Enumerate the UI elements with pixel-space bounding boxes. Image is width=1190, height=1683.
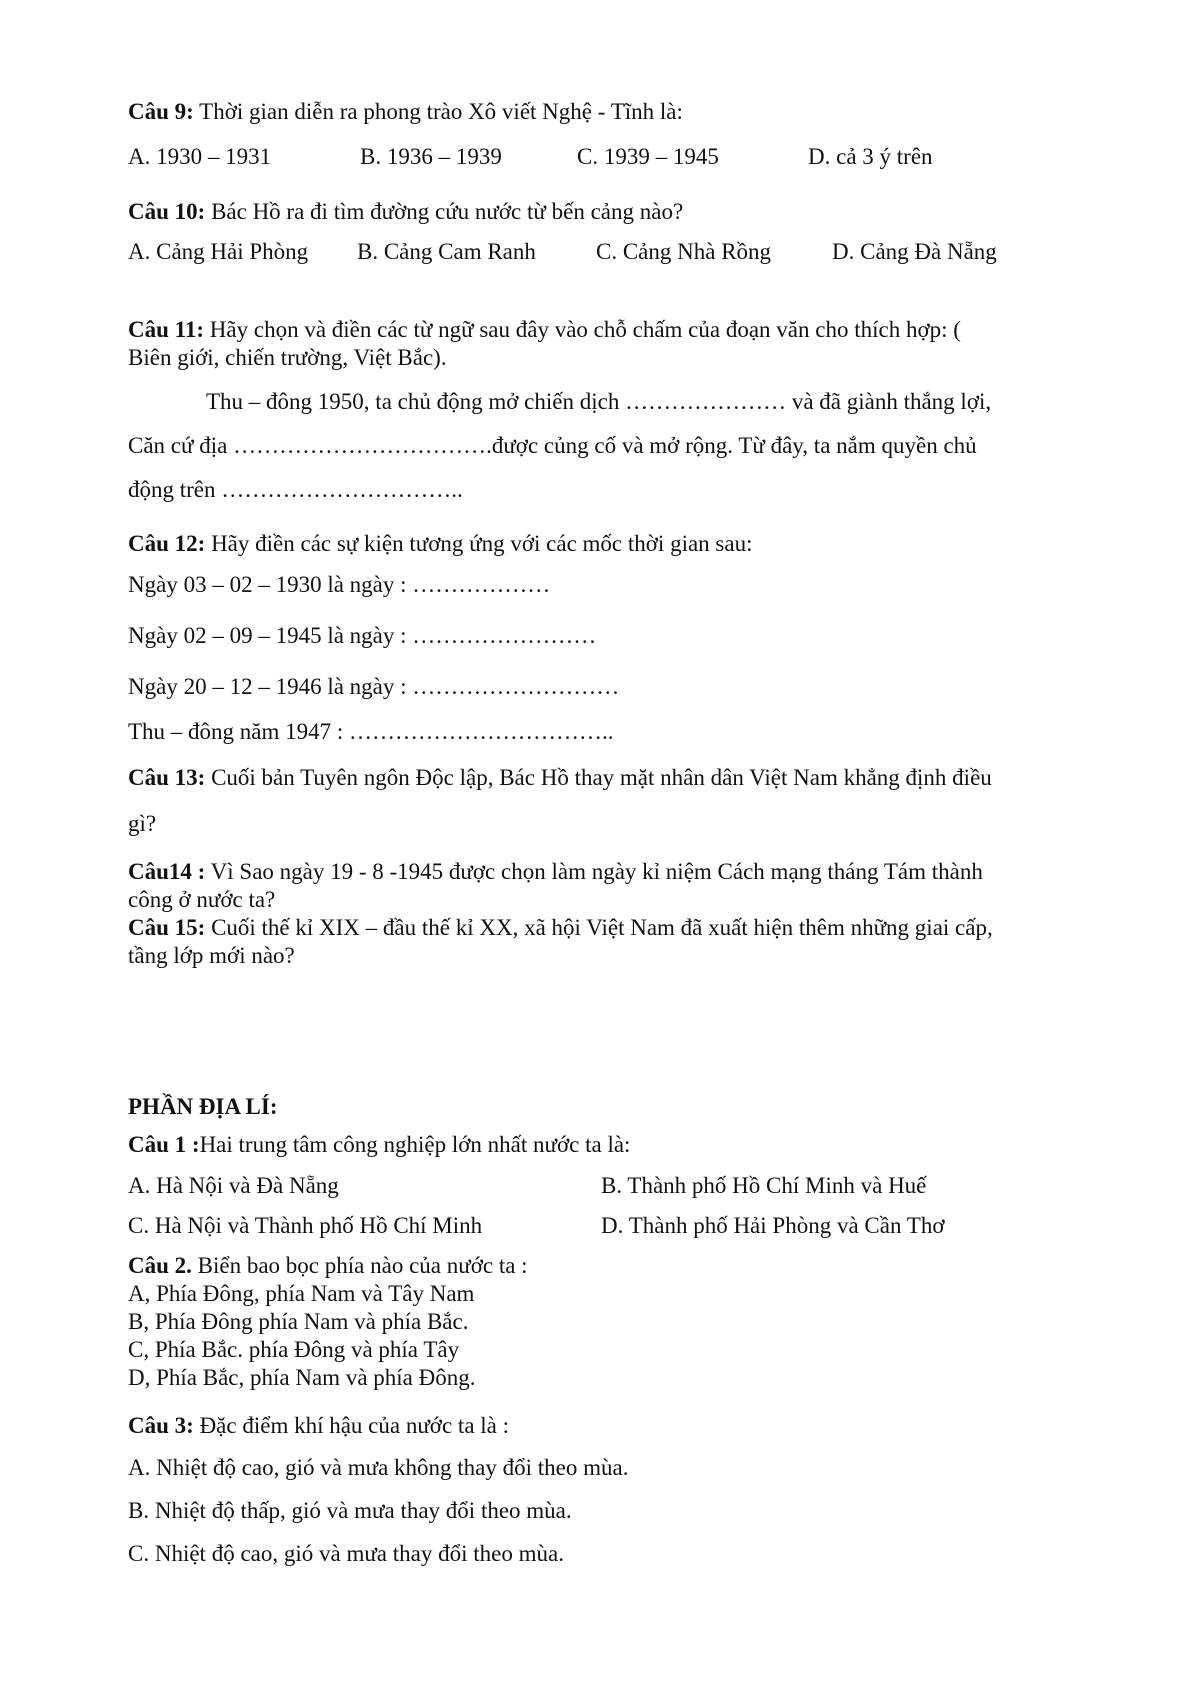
option-c: C. 1939 – 1945 [577, 144, 719, 169]
question-label: Câu 2. [128, 1253, 192, 1278]
option-c: C. Nhiệt độ cao, gió và mưa thay đổi theo mùa. [128, 1541, 564, 1566]
question-label: Câu 11: [128, 317, 205, 342]
question-label: Câu 12: [128, 531, 206, 556]
option-d: D, Phía Bắc, phía Nam và phía Đông. [128, 1365, 476, 1390]
question-14 [128, 858, 983, 886]
question-label: Câu 3: [128, 1413, 194, 1438]
option-a: A, Phía Đông, phía Nam và Tây Nam [128, 1281, 475, 1306]
option-a: A. Nhiệt độ cao, gió và mưa không thay đổi theo mùa. [128, 1455, 629, 1480]
option-a: A. 1930 – 1931 [128, 144, 272, 169]
option-d: D. cả 3 ý trên [808, 144, 933, 169]
question-11-line2: Biên giới, chiến trường, Việt Bắc). [128, 345, 447, 370]
question-13 [128, 764, 992, 792]
date-line: Ngày 03 – 02 – 1930 là ngày : ……………… [128, 572, 551, 597]
question-14-line2: công ở nước ta? [128, 887, 276, 912]
question-text: Biển bao bọc phía nào của nước ta : [191, 1253, 528, 1278]
paragraph-line-3: động trên ………………………….. [128, 477, 463, 502]
paragraph-line-1: Thu – đông 1950, ta chủ động mở chiến dịch ………………… và đã giành thắng lợi, [206, 389, 992, 414]
option-a: A. Cảng Hải Phòng [128, 239, 309, 264]
question-15 [128, 914, 993, 942]
question-text: Cuối bản Tuyên ngôn Độc lập, Bác Hồ thay mặt nhân dân Việt Nam khẳng định điều [205, 765, 992, 790]
geo-question-3 [128, 1412, 509, 1440]
option-d: D. Thành phố Hải Phòng và Cần Thơ [601, 1213, 945, 1238]
option-b: B. Thành phố Hồ Chí Minh và Huế [601, 1173, 927, 1198]
option-b: B. 1936 – 1939 [360, 144, 502, 169]
question-10 [128, 198, 683, 226]
geo-question-2 [128, 1252, 528, 1280]
option-c: C, Phía Bắc. phía Đông và phía Tây [128, 1337, 460, 1362]
question-text: Thời gian diễn ra phong trào Xô viết Nghệ - Tĩnh là: [193, 99, 683, 124]
question-15-line2: tầng lớp mới nào? [128, 943, 295, 968]
option-d: D. Cảng Đà Nẵng [832, 239, 997, 264]
date-line: Ngày 20 – 12 – 1946 là ngày : ……………………… [128, 674, 620, 699]
date-line: Thu – đông năm 1947 : …………………………….. [128, 719, 614, 744]
question-12 [128, 530, 752, 558]
option-a: A. Hà Nội và Đà Nẵng [128, 1173, 339, 1198]
question-text: Vì Sao ngày 19 - 8 -1945 được chọn làm ngày kỉ niệm Cách mạng tháng Tám thành [205, 859, 983, 884]
question-label: Câu 1 : [128, 1132, 200, 1157]
section-heading: PHẦN ĐỊA LÍ: [128, 1094, 278, 1119]
question-13-line2: gì? [128, 811, 157, 836]
question-text: Bác Hồ ra đi tìm đường cứu nước từ bến cảng nào? [205, 199, 684, 224]
option-b: B. Cảng Cam Ranh [357, 239, 536, 264]
geo-question-1 [128, 1131, 630, 1159]
question-text: Hãy điền các sự kiện tương ứng với các mốc thời gian sau: [205, 531, 753, 556]
question-label: Câu 15: [128, 915, 206, 940]
question-9 [128, 98, 683, 126]
question-label: Câu 10: [128, 199, 206, 224]
question-label: Câu 9: [128, 99, 194, 124]
question-text: Cuối thế kỉ XIX – đầu thế kỉ XX, xã hội Việt Nam đã xuất hiện thêm những giai cấp, [205, 915, 993, 940]
option-b: B, Phía Đông phía Nam và phía Bắc. [128, 1309, 469, 1334]
question-text: Hai trung tâm công nghiệp lớn nhất nước ta là: [199, 1132, 631, 1157]
paragraph-line-2: Căn cứ địa …………………………….được củng cố và mở rộng. Từ đây, ta nắm quyền chủ [128, 433, 977, 458]
option-c: C. Cảng Nhà Rồng [596, 239, 772, 264]
question-11 [128, 316, 961, 344]
question-label: Câu14 : [128, 859, 206, 884]
date-line: Ngày 02 – 09 – 1945 là ngày : …………………… [128, 623, 597, 648]
question-text: Hãy chọn và điền các từ ngữ sau đây vào chỗ chấm của đoạn văn cho thích hợp: ( [204, 317, 961, 342]
option-b: B. Nhiệt độ thấp, gió và mưa thay đổi theo mùa. [128, 1498, 572, 1523]
option-c: C. Hà Nội và Thành phố Hồ Chí Minh [128, 1213, 483, 1238]
question-text: Đặc điểm khí hậu của nước ta là : [193, 1413, 510, 1438]
question-label: Câu 13: [128, 765, 206, 790]
